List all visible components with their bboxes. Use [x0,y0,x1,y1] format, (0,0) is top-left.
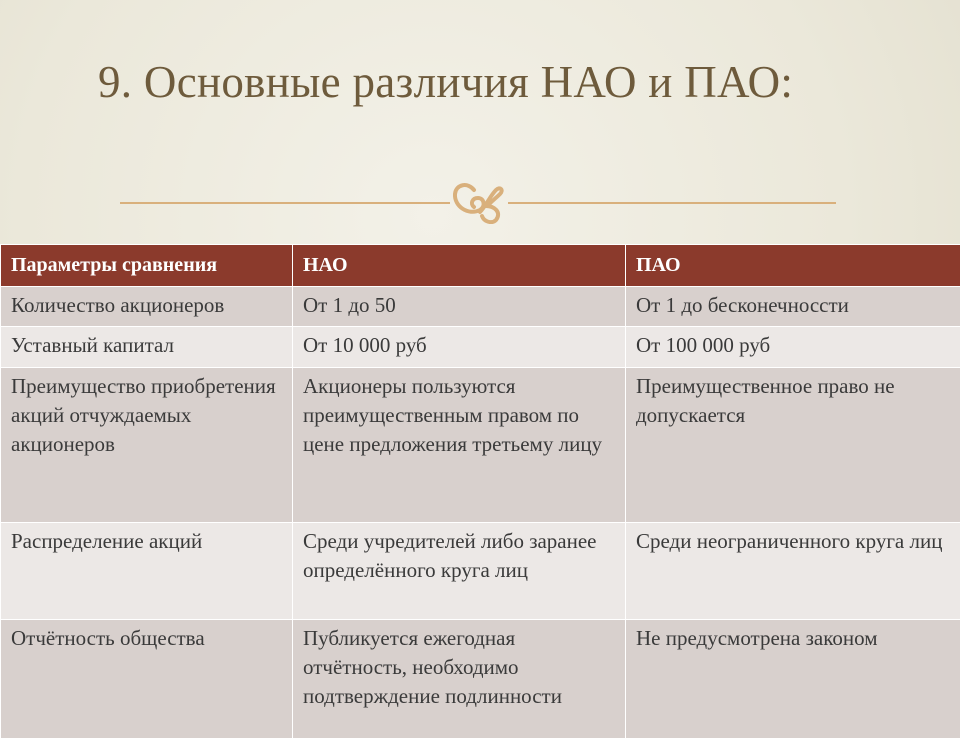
table-row [1,368,960,523]
divider-line-left [120,202,450,204]
table-cell: Преимущество приобретения акций отчуждаемых акционеров [1,368,293,523]
table-header-row [1,245,960,287]
table-cell: Среди учредителей либо заранее определённого круга лиц [293,523,626,620]
swash-ornament-icon [450,176,508,224]
header-nao: НАО [293,245,626,287]
table-cell: От 10 000 руб [293,327,626,368]
table-cell: От 1 до 50 [293,287,626,327]
table-cell: Уставный капитал [1,327,293,368]
table-cell: От 1 до бесконечносcти [626,287,960,327]
table-cell: От 100 000 руб [626,327,960,368]
table-cell: Акционеры пользуются преимущественным правом по цене предложения третьему лицу [293,368,626,523]
table-cell: Публикуется ежегодная отчётность, необходимо подтверждение подлинности [293,620,626,739]
comparison-table [0,244,960,739]
table-row [1,523,960,620]
header-pao: ПАО [626,245,960,287]
table-cell: Среди неограниченного круга лиц [626,523,960,620]
table-cell: Отчётность общества [1,620,293,739]
table-row [1,287,960,327]
table-cell: Не предусмотрена законом [626,620,960,739]
table-cell: Преимущественное право не допускается [626,368,960,523]
table-row [1,620,960,739]
title-divider [120,176,836,224]
table-row [1,327,960,368]
divider-line-right [508,202,836,204]
table-cell: Количество акционеров [1,287,293,327]
table-cell: Распределение акций [1,523,293,620]
slide-title: 9. Основные различия НАО и ПАО: [98,56,793,108]
header-parameters: Параметры сравнения [1,245,293,287]
